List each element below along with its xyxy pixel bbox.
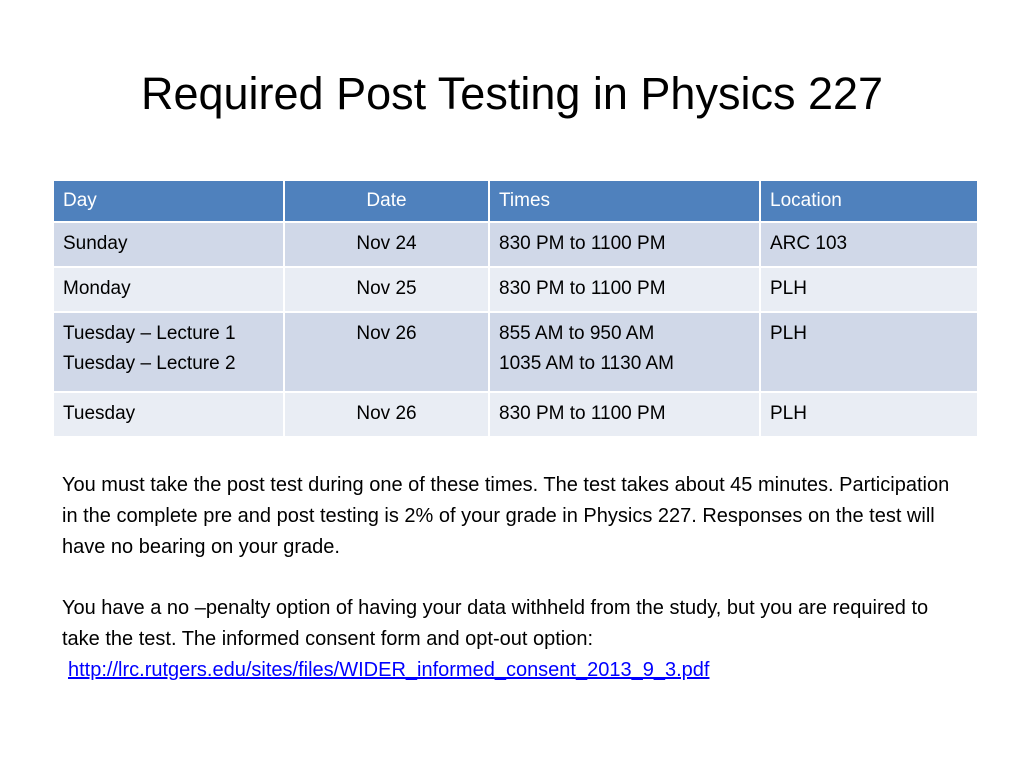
header-location: Location (760, 180, 978, 222)
cell-day (53, 267, 284, 312)
cell-times (489, 392, 760, 437)
paragraph-opt-out (62, 593, 962, 686)
opt-out-text: You have a no –penalty option of having your data withheld from the study, but you are required to take the test. The informed consent form and opt-out option: (62, 597, 929, 650)
paragraph-requirements: You must take the post test during one of these times. The test takes about 45 minutes. Participation in the complete pre and post testing is 2% of your grade in Physics 227. Responses on the test will have no bearing on your grade. (62, 474, 950, 558)
table-row (53, 222, 978, 267)
cell-location: PLH (760, 312, 978, 392)
times-text: 855 AM to 950 AM (499, 323, 655, 344)
day-text: Tuesday – Lecture 2 (63, 353, 236, 374)
cell-times (489, 312, 760, 392)
cell-times (489, 267, 760, 312)
header-date: Date (284, 180, 489, 222)
header-times: Times (489, 180, 760, 222)
day-text: Sunday (63, 233, 128, 254)
cell-location: PLH (760, 267, 978, 312)
body-text (62, 470, 962, 686)
day-text: Tuesday (63, 403, 136, 424)
day-text: Tuesday – Lecture 1 (63, 323, 236, 344)
paragraph-spacer (62, 563, 962, 593)
cell-date: Nov 24 (284, 222, 489, 267)
times-text: 830 PM to 1100 PM (499, 403, 666, 424)
cell-times (489, 222, 760, 267)
cell-location: PLH (760, 392, 978, 437)
table-header-row (53, 180, 978, 222)
times-text: 830 PM to 1100 PM (499, 278, 666, 299)
cell-location: ARC 103 (760, 222, 978, 267)
cell-day (53, 222, 284, 267)
times-text: 830 PM to 1100 PM (499, 233, 666, 254)
consent-form-link[interactable]: http://lrc.rutgers.edu/sites/files/WIDER_informed_consent_2013_9_3.pdf (68, 659, 710, 681)
slide-title: Required Post Testing in Physics 227 (140, 68, 884, 119)
day-text: Monday (63, 278, 131, 299)
table-row (53, 312, 978, 392)
schedule-table (52, 179, 979, 438)
cell-date: Nov 25 (284, 267, 489, 312)
cell-date: Nov 26 (284, 312, 489, 392)
cell-day (53, 392, 284, 437)
header-day: Day (53, 180, 284, 222)
cell-day (53, 312, 284, 392)
table-row (53, 392, 978, 437)
times-text: 1035 AM to 1130 AM (499, 353, 674, 374)
table-row (53, 267, 978, 312)
cell-date: Nov 26 (284, 392, 489, 437)
